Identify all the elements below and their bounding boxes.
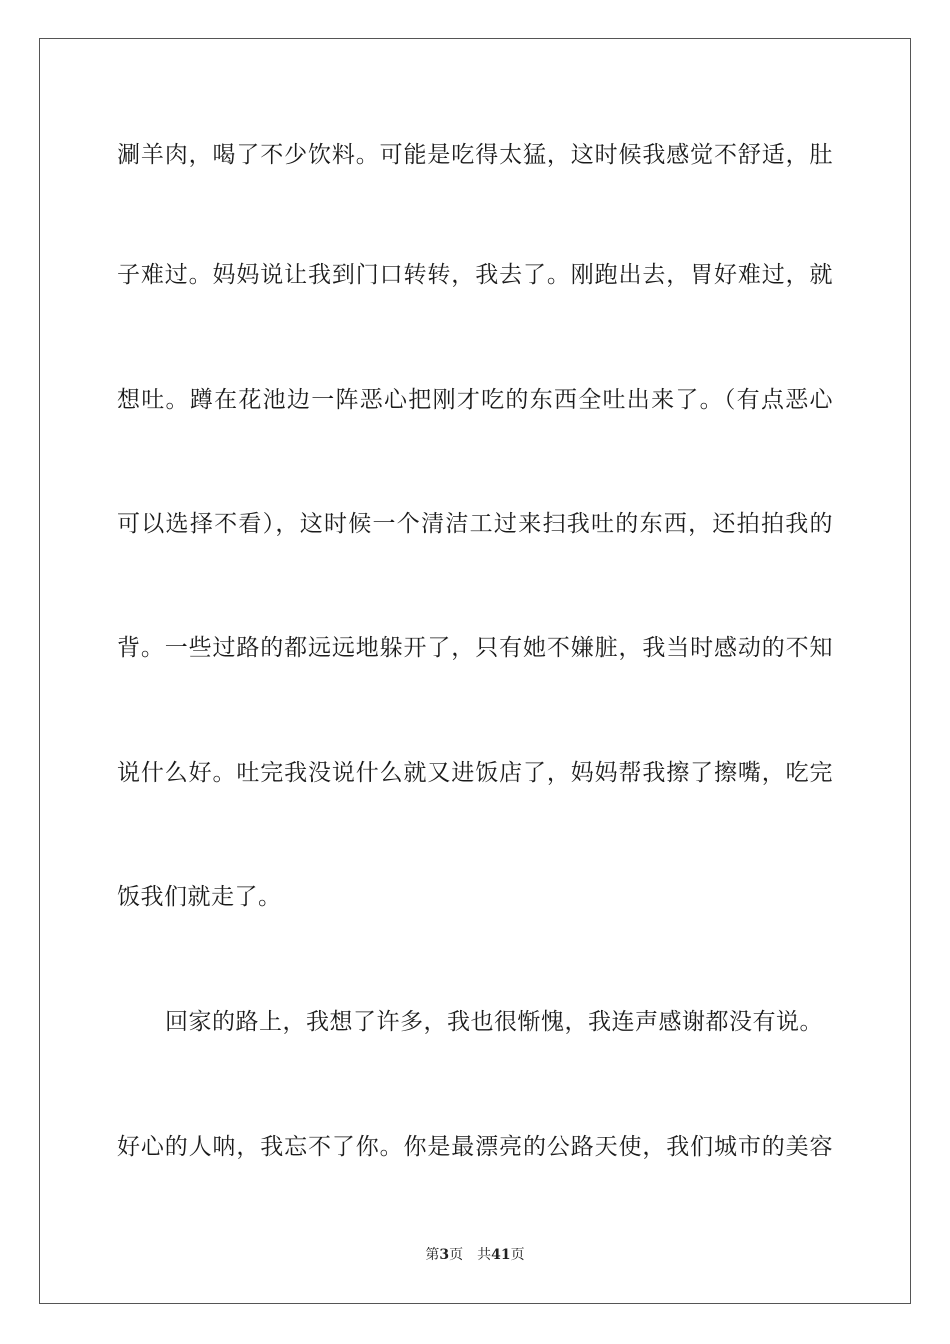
footer-page-suffix: 页 [449, 1247, 464, 1263]
body-line-1: 涮羊肉，喝了不少饮料。可能是吃得太猛，这时候我感觉不舒适，肚 [117, 142, 833, 168]
body-line-6: 说什么好。吐完我没说什么就又进饭店了，妈妈帮我擦了擦嘴，吃完 [117, 760, 833, 786]
body-line-8: 回家的路上，我想了许多，我也很惭愧，我连声感谢都没有说。 [165, 1009, 823, 1035]
page-border [39, 38, 911, 1304]
body-line-3: 想吐。蹲在花池边一阵恶心把刚才吃的东西全吐出来了。（有点恶心 [117, 387, 833, 413]
body-line-5: 背。一些过路的都远远地躲开了，只有她不嫌脏，我当时感动的不知 [117, 635, 833, 661]
body-line-4: 可以选择不看），这时候一个清洁工过来扫我吐的东西，还拍拍我的 [117, 511, 833, 537]
body-line-9: 好心的人呐，我忘不了你。你是最漂亮的公路天使，我们城市的美容 [117, 1134, 833, 1160]
page-footer [0, 1246, 950, 1264]
footer-page-prefix: 第 [425, 1247, 440, 1263]
body-line-2: 子难过。妈妈说让我到门口转转，我去了。刚跑出去，胃好难过，就 [117, 262, 833, 288]
body-line-7: 饭我们就走了。 [117, 884, 282, 910]
footer-page-number: 3 [439, 1247, 450, 1263]
footer-total-pages: 41 [491, 1247, 511, 1263]
footer-total-prefix: 共 [477, 1247, 492, 1263]
footer-total-suffix: 页 [510, 1247, 525, 1263]
